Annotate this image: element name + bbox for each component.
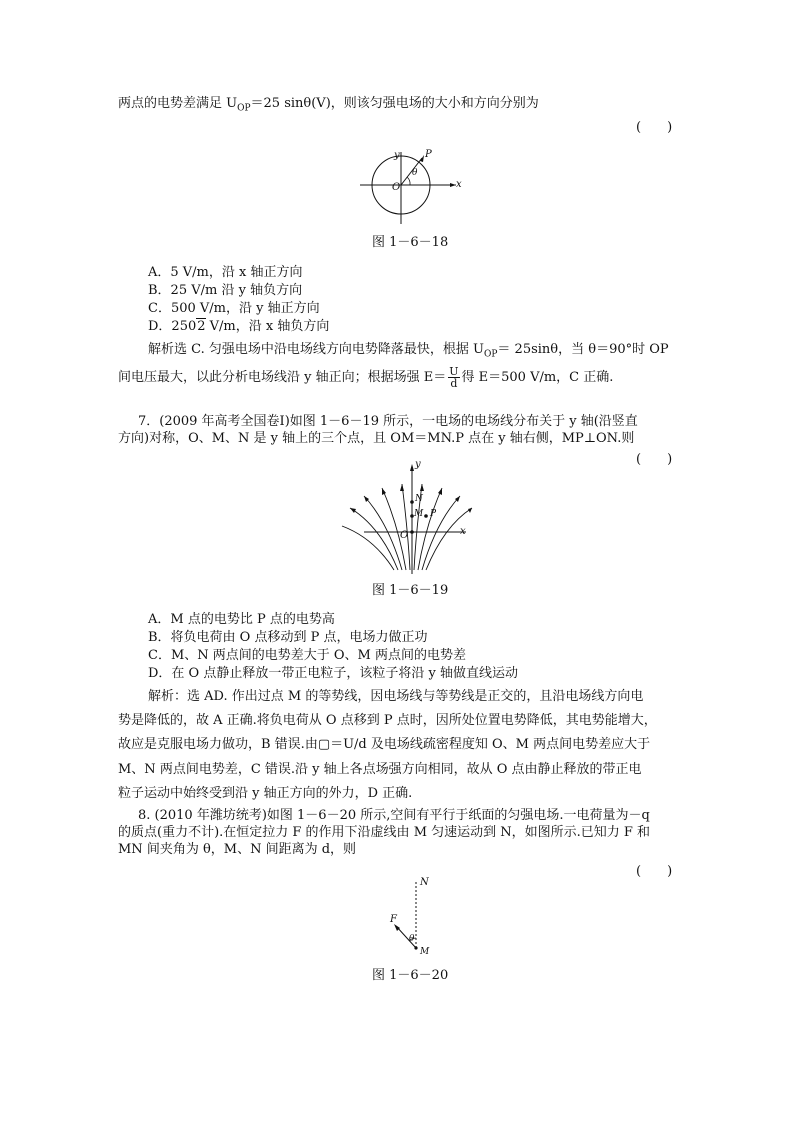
- fig20-caption: 图 1－6－20: [372, 968, 449, 983]
- q7-option-c: C．M、N 两点间的电势差大于 O、M 两点间的电势差: [148, 648, 466, 663]
- q7-solution-line1: 解析：选 AD. 作出过点 M 的等势线，因电场线与等势线是正交的，且沿电场线方向电: [148, 689, 644, 704]
- q8-stem-line1: 8. (2010 年潍坊统考)如图 1－6－20 所示,空间有平行于纸面的匀强电场.一电荷量为－q: [138, 808, 650, 823]
- fig19-label-p: P: [430, 509, 437, 519]
- q6-answer-paren: ( ): [636, 120, 673, 135]
- sqrt-2: 2: [197, 319, 206, 334]
- field-line: [364, 496, 402, 570]
- point-n: [410, 500, 414, 504]
- point-p: [424, 514, 428, 518]
- fig20-label-theta: θ: [409, 934, 415, 944]
- fig19-label-n: N: [415, 494, 423, 504]
- field-arrows: [350, 484, 472, 513]
- fig19-label-x: x: [460, 526, 466, 537]
- arrow: [350, 508, 356, 513]
- y-axis-arrow: [410, 464, 414, 471]
- q8-stem-line2: 的质点(重力不计).在恒定拉力 F 的作用下沿虚线由 M 匀速运动到 N，如图所示.已知力 F 和: [118, 825, 651, 840]
- figure-1-6-18: [360, 152, 470, 232]
- field-line: [342, 526, 394, 570]
- q7-solution-line4: M、N 两点间电势差，C 错误.沿 y 轴上各点场强方向相同，故从 O 点由静止释放的带正电: [118, 762, 642, 777]
- radius-arrow: [420, 155, 424, 162]
- q6-solution-line1: 解析选 C. 匀强电场中沿电场线方向电势降落最快，根据 $U_{OP}= 25\sin\theta$，当 θ＝90°时 OP: [148, 342, 669, 360]
- q6-option-d: D．2502 V/m，沿 x 轴负方向: [148, 319, 330, 334]
- fig18-caption: 图 1－6－18: [372, 235, 449, 250]
- q7-option-b: B．将负电荷由 O 点移动到 P 点，电场力做正功: [148, 630, 428, 645]
- q8-stem-line3: MN 间夹角为 θ，M、N 间距离为 d，则: [118, 842, 357, 857]
- field-lines: [342, 484, 472, 570]
- point-m: [414, 946, 417, 949]
- q7-stem-line1: 7．(2009 年高考全国卷Ⅰ)如图 1－6－19 所示，一电场的电场线分布关于 y 轴(沿竖直: [138, 414, 638, 429]
- q7-solution-line3: 故应是克服电场力做功，B 错误.由▢＝U/d 及电场线疏密程度知 O、M 两点间电势差应大于: [118, 737, 651, 752]
- q8-answer-paren: ( ): [636, 864, 673, 879]
- fig20-label-n: N: [420, 877, 429, 888]
- fig19-label-m: M: [414, 509, 424, 519]
- fig20-label-f: F: [390, 914, 397, 925]
- point-o: [410, 530, 414, 534]
- q6-option-c: C．500 V/m，沿 y 轴正方向: [148, 301, 320, 316]
- q7-solution-line5: 粒子运动中始终受到沿 y 轴正方向的外力，D 正确.: [118, 786, 413, 801]
- field-line: [422, 496, 460, 570]
- q7-option-d: D．在 O 点静止释放一带正电粒子，该粒子将沿 y 轴做直线运动: [148, 666, 518, 681]
- q6-option-b: B．25 V/m 沿 y 轴负方向: [148, 283, 303, 298]
- fig18-label-y: y: [394, 150, 400, 161]
- q7-option-a: A．M 点的电势比 P 点的电势高: [148, 612, 335, 627]
- fig18-label-x: x: [456, 179, 462, 190]
- arrow: [400, 484, 404, 491]
- q6-solution-line2: 间电压最大，以此分析电场线沿 y 轴正向；根据场强 E＝ $\frac{U}{d}$ 得 E＝500 V/m，C 正确.: [118, 365, 614, 390]
- q6-option-a: A．5 V/m，沿 x 轴正方向: [148, 265, 303, 280]
- q7-answer-paren: ( ): [636, 452, 673, 467]
- fig18-label-p: P: [425, 149, 432, 160]
- fig19-label-y: y: [415, 459, 421, 470]
- theta-arc: [407, 177, 410, 185]
- fig20-label-m: M: [420, 947, 430, 957]
- arrow: [438, 488, 442, 495]
- arrow: [382, 488, 386, 495]
- fig19-caption: 图 1－6－19: [372, 583, 449, 598]
- fraction-u-over-d: $\frac{U}{d}$: [449, 365, 459, 390]
- arrow: [420, 484, 424, 491]
- q6-stem-line: 两点的电势差满足 $U_{OP}=25$ sinθ(V)，则该匀强电场的大小和方向分别为: [118, 96, 539, 114]
- q7-solution-line2: 势是降低的，故 A 正确.将负电荷从 O 点移到 P 点时，因所处位置电势降低，其电势能增大，: [118, 713, 657, 728]
- fig18-label-o: O: [392, 182, 401, 193]
- fig19-label-o: O: [400, 530, 409, 541]
- figure-1-6-19: [340, 462, 475, 577]
- q7-stem-line2: 方向)对称，O、M、N 是 y 轴上的三个点，且 OM＝MN.P 点在 y 轴右侧，MP⊥ON.则: [118, 431, 635, 446]
- fig18-label-theta: θ: [412, 168, 418, 178]
